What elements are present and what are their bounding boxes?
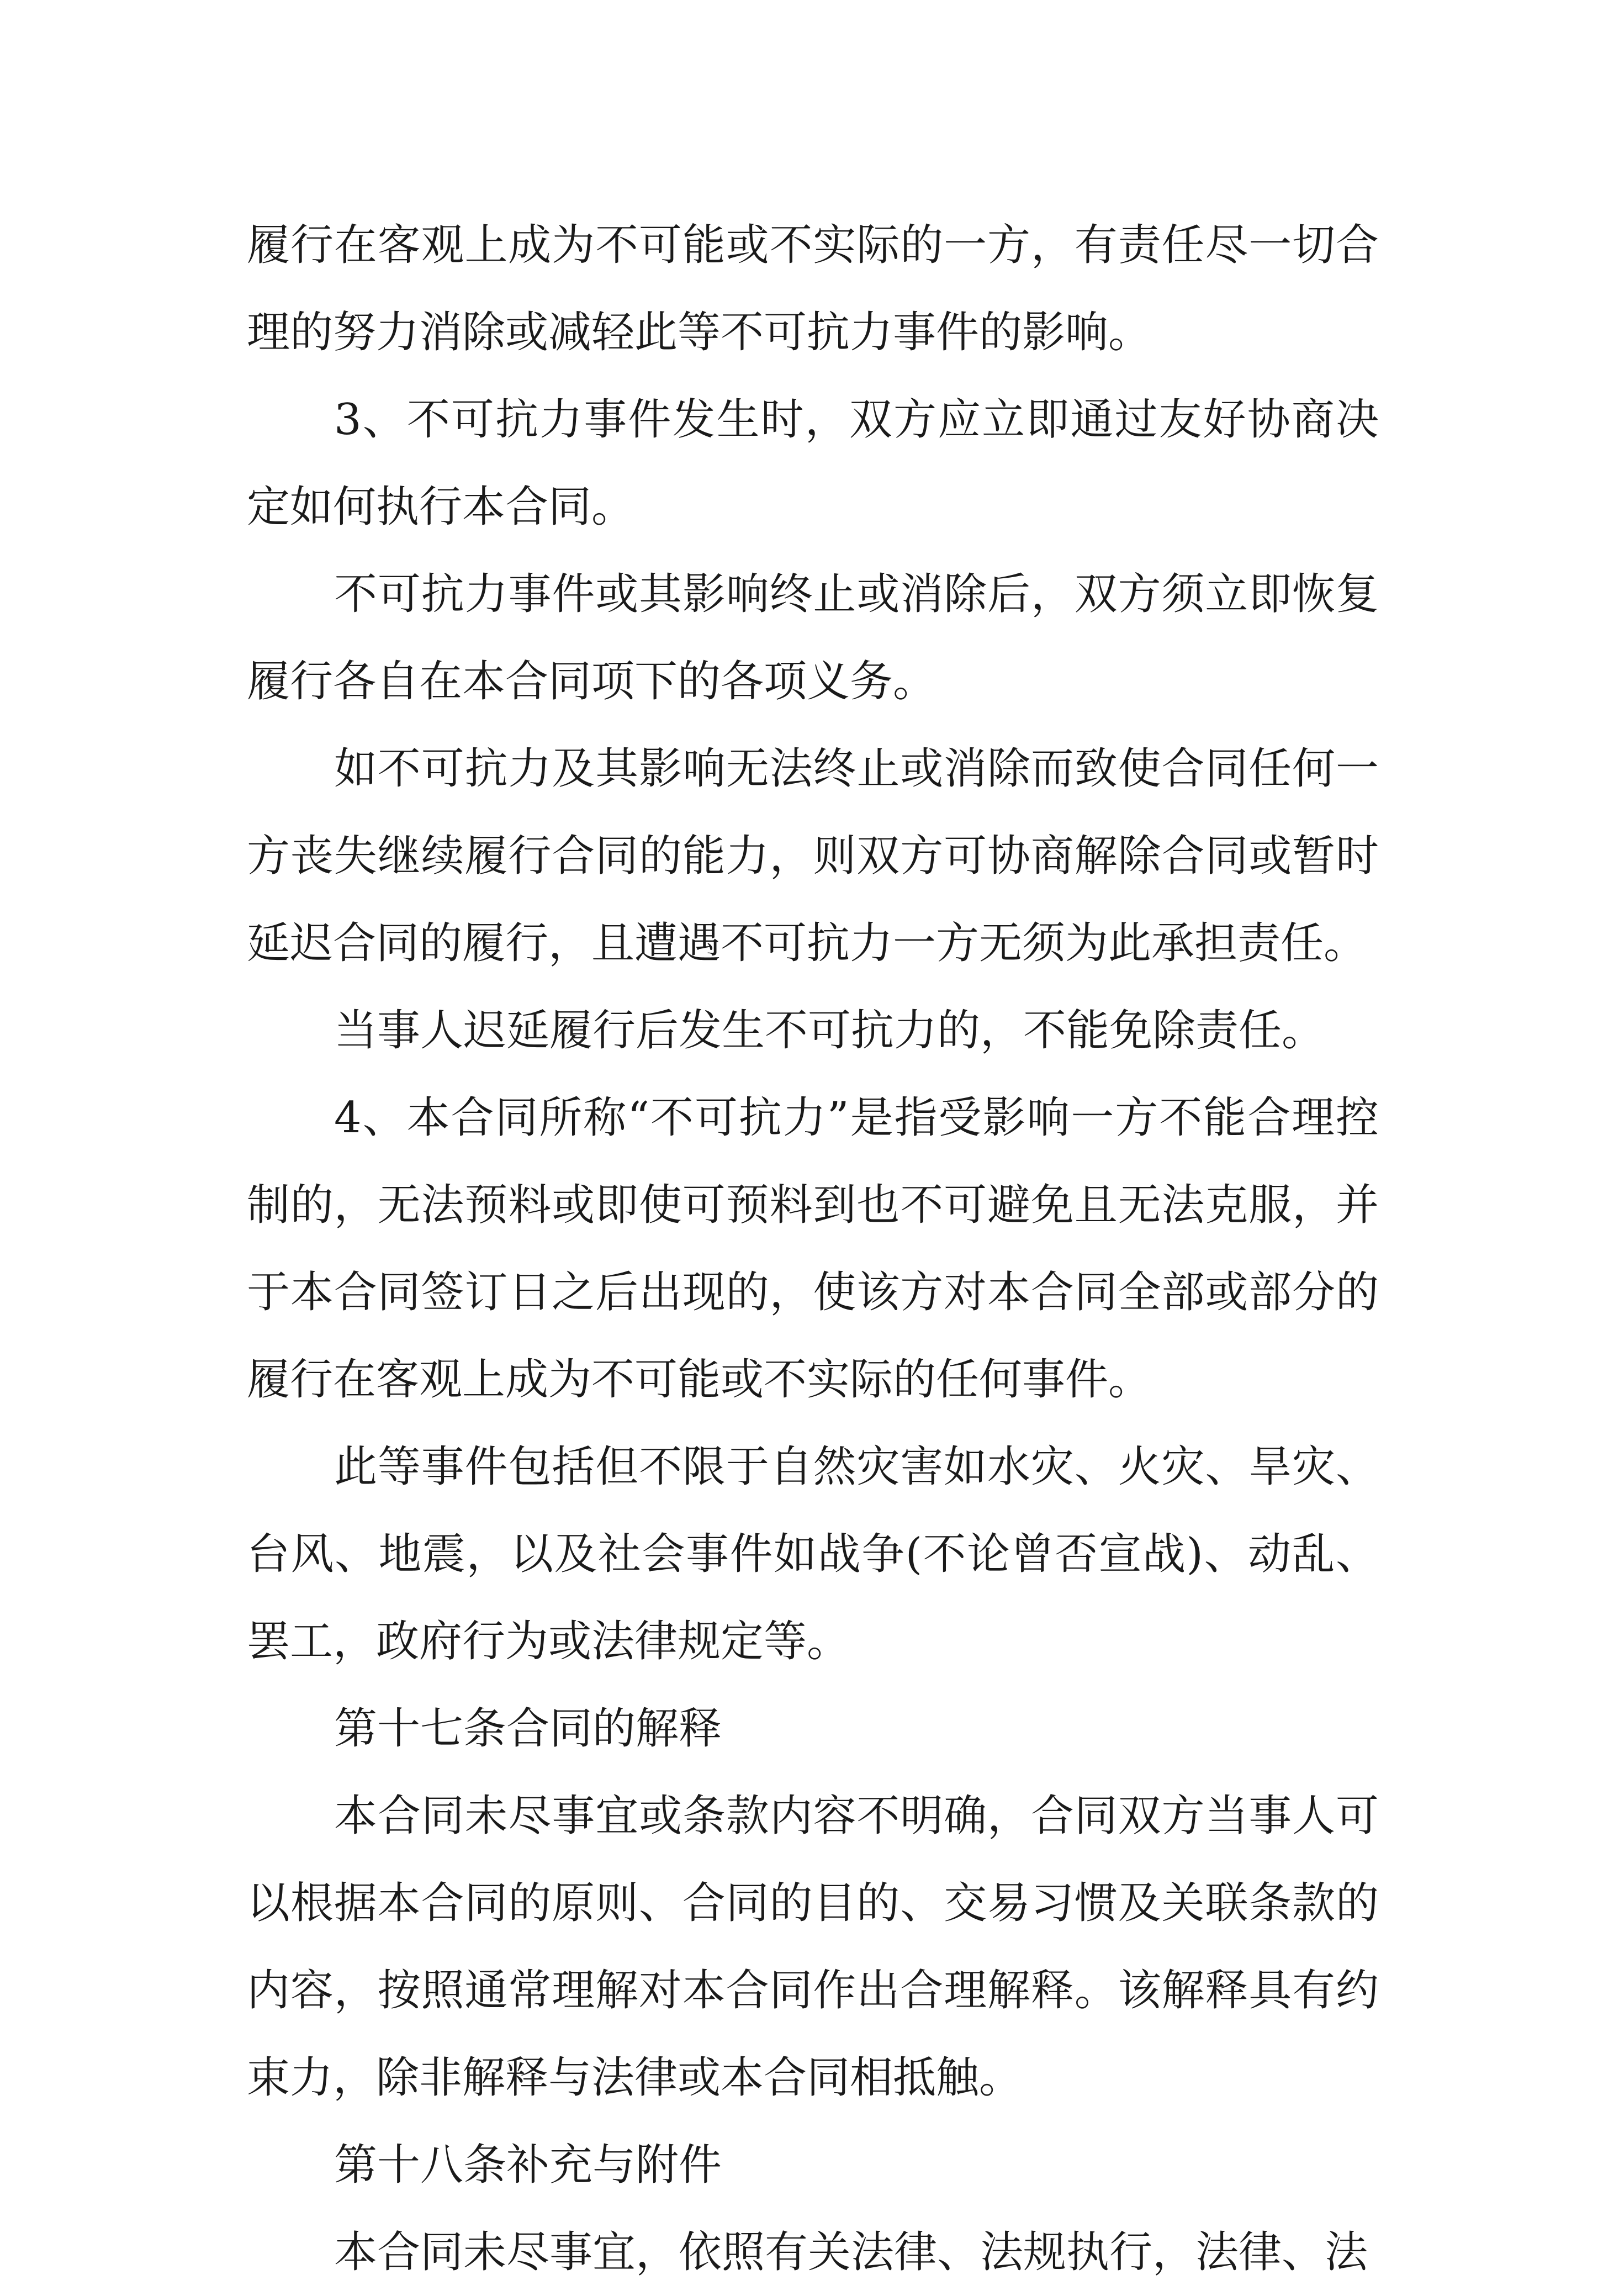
paragraph-clause-3: 3、不可抗力事件发生时，双方应立即通过友好协商决定如何执行本合同。	[247, 395, 1379, 532]
heading-article-18: 第十八条补充与附件	[334, 2140, 722, 2190]
paragraph-resume-obligations: 不可抗力事件或其影响终止或消除后，双方须立即恢复履行各自在本合同项下的各项义务。	[247, 569, 1379, 706]
document-body	[247, 202, 1379, 2296]
heading-article-17: 第十七条合同的解释	[334, 1704, 722, 1754]
paragraph-termination-or-delay: 如不可抗力及其影响无法终止或消除而致使合同任何一方丧失继续履行合同的能力，则双方可协商解除合同或暂时延迟合同的履行，且遭遇不可抗力一方无须为此承担责任。	[247, 744, 1379, 968]
paragraph-clause-4-definition: 4、本合同所称“不可抗力”是指受影响一方不能合理控制的，无法预料或即使可预料到也不可避免且无法克服，并于本合同签订日之后出现的，使该方对本合同全部或部分的履行在客观上成为不可能或不实际的任何事件。	[247, 1093, 1379, 1405]
paragraph-force-majeure-duty: 履行在客观上成为不可能或不实际的一方，有责任尽一切合理的努力消除或减轻此等不可抗力事件的影响。	[247, 220, 1379, 357]
paragraph-delayed-performance: 当事人迟延履行后发生不可抗力的，不能免除责任。	[334, 1006, 1325, 1055]
paragraph-event-examples: 此等事件包括但不限于自然灾害如水灾、火灾、旱灾、台风、地震，以及社会事件如战争(不论曾否宣战)、动乱、罢工，政府行为或法律规定等。	[247, 1442, 1379, 1666]
paragraph-supplement: 本合同未尽事宜，依照有关法律、法规执行，法律、法	[334, 2228, 1368, 2277]
paragraph-interpretation: 本合同未尽事宜或条款内容不明确，合同双方当事人可以根据本合同的原则、合同的目的、交易习惯及关联条款的内容，按照通常理解对本合同作出合理解释。该解释具有约束力，除非解释与法律或本合同相抵触。	[247, 1791, 1379, 2103]
